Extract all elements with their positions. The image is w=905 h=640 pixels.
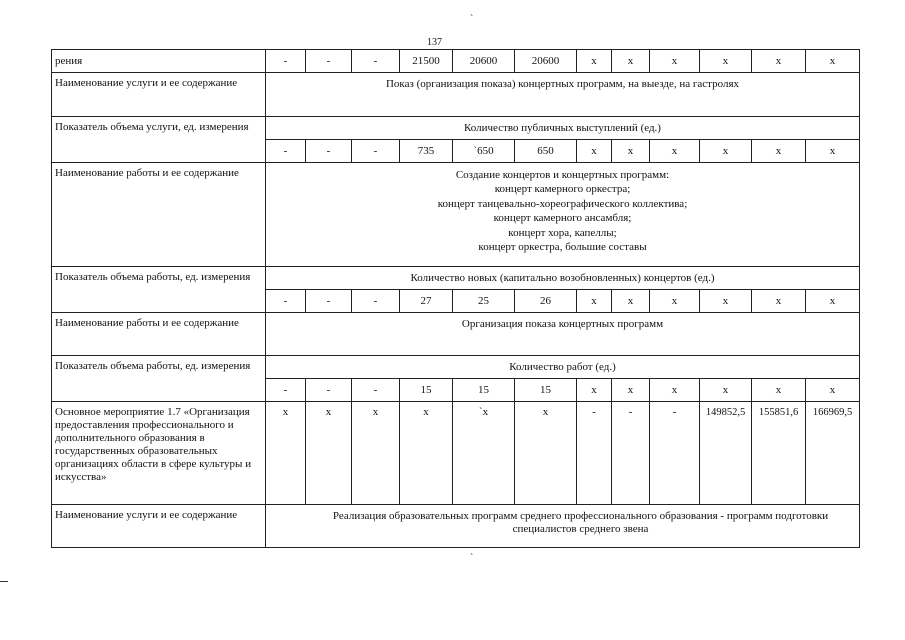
cell: 20600 [515, 50, 577, 73]
cell: x [577, 50, 612, 73]
cell: 21500 [400, 50, 453, 73]
stray-mark: ` [470, 553, 474, 564]
row-label: Наименование услуги и ее содержание [52, 73, 266, 117]
cell: - [352, 379, 400, 402]
cell: x [752, 50, 806, 73]
cell: - [266, 290, 306, 313]
table-row [52, 50, 860, 73]
cell: - [352, 50, 400, 73]
table-row [52, 73, 860, 117]
cell: x [612, 290, 650, 313]
cell: x [612, 50, 650, 73]
table-row [52, 313, 860, 356]
cell: `x [453, 402, 515, 505]
cell: 735 [400, 140, 453, 163]
cell: x [306, 402, 352, 505]
cell: - [306, 290, 352, 313]
table-row [52, 267, 860, 290]
row-label: Основное мероприятие 1.7 «Организация предоставления профессионального и дополнительного образования в государственных образовательных организациях области в сфере культуры и искусства» [52, 402, 266, 505]
cell: x [806, 379, 860, 402]
cell: x [577, 140, 612, 163]
cell: 20600 [453, 50, 515, 73]
cell: x [752, 379, 806, 402]
table-row [52, 163, 860, 267]
service-name: Реализация образовательных программ среднего профессионального образования - программ подготовки специалистов среднего звена [266, 505, 860, 548]
cell: - [306, 140, 352, 163]
cell: x [650, 379, 700, 402]
cell: - [612, 402, 650, 505]
margin-tick [0, 581, 8, 582]
cell: x [612, 140, 650, 163]
row-label: Наименование работы и ее содержание [52, 163, 266, 267]
cell: 155851,6 [752, 402, 806, 505]
cell: x [700, 140, 752, 163]
cell: 149852,5 [700, 402, 752, 505]
cell: - [352, 290, 400, 313]
budget-table [51, 49, 860, 548]
service-name: Показ (организация показа) концертных программ, на выезде, на гастролях [266, 73, 860, 117]
cell: - [577, 402, 612, 505]
cell: 27 [400, 290, 453, 313]
indicator-header: Количество работ (ед.) [266, 356, 860, 379]
cell: - [266, 140, 306, 163]
cell: - [306, 50, 352, 73]
work-content [266, 163, 860, 267]
cell: 15 [515, 379, 577, 402]
cell: 26 [515, 290, 577, 313]
cell: x [806, 140, 860, 163]
indicator-header: Количество публичных выступлений (ед.) [266, 117, 860, 140]
cell: x [577, 379, 612, 402]
content-line: концерт оркестра, большие составы [478, 241, 647, 254]
row-label: Показатель объема услуги, ед. измерения [52, 117, 266, 163]
cell: x [650, 140, 700, 163]
cell: 650 [515, 140, 577, 163]
cell: x [515, 402, 577, 505]
cell: x [352, 402, 400, 505]
row-label: Показатель объема работы, ед. измерения [52, 267, 266, 313]
cell: 15 [453, 379, 515, 402]
page-number: 137 [427, 37, 442, 48]
cell: x [700, 50, 752, 73]
table-row [52, 505, 860, 548]
cell: 166969,5 [806, 402, 860, 505]
cell: x [700, 290, 752, 313]
row-label: Наименование услуги и ее содержание [52, 505, 266, 548]
cell: x [577, 290, 612, 313]
cell: x [752, 140, 806, 163]
content-line: концерт хора, капеллы; [508, 226, 617, 239]
indicator-header: Количество новых (капитально возобновленных) концертов (ед.) [266, 267, 860, 290]
content-line: концерт танцевально-хореографического коллектива; [437, 197, 688, 210]
cell: - [306, 379, 352, 402]
cell: - [650, 402, 700, 505]
cell: 25 [453, 290, 515, 313]
table-row [52, 117, 860, 140]
cell: `650 [453, 140, 515, 163]
cell: - [266, 379, 306, 402]
content-line: Создание концертов и концертных программ: [455, 169, 670, 181]
cell: - [266, 50, 306, 73]
cell: x [806, 50, 860, 73]
table-row [52, 402, 860, 505]
content-line: концерт камерного ансамбля; [493, 212, 632, 225]
content-line: концерт камерного оркестра; [494, 183, 631, 196]
cell: x [650, 290, 700, 313]
row-label: Показатель объема работы, ед. измерения [52, 356, 266, 402]
table-row [52, 356, 860, 379]
cell: x [266, 402, 306, 505]
row-label: Наименование работы и ее содержание [52, 313, 266, 356]
work-name: Организация показа концертных программ [266, 313, 860, 356]
row-label: рения [52, 50, 266, 73]
stray-mark: ` [470, 14, 474, 25]
cell: x [612, 379, 650, 402]
cell: x [650, 50, 700, 73]
cell: - [352, 140, 400, 163]
cell: x [806, 290, 860, 313]
cell: x [700, 379, 752, 402]
cell: x [752, 290, 806, 313]
cell: 15 [400, 379, 453, 402]
cell: x [400, 402, 453, 505]
